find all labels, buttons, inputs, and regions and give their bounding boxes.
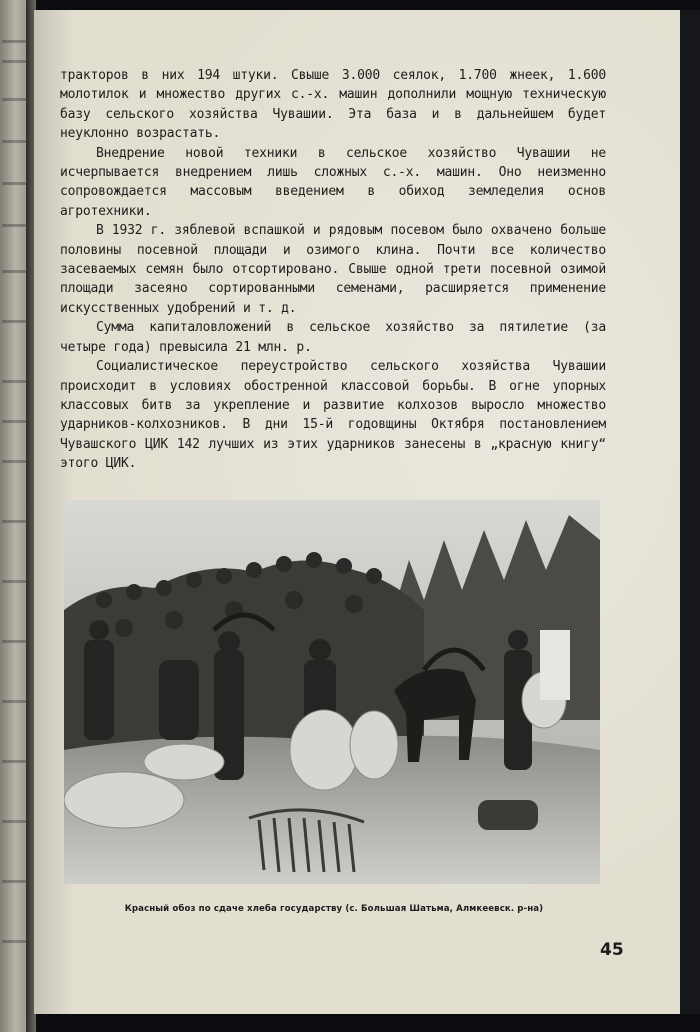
paragraph: Сумма капиталовложений в сельское хозяйство за пятилетие (за четыре года) превысила 21 млн. р. [60,320,606,355]
paragraph: Социалистическое переустройство сельского хозяйства Чувашии происходит в условиях обостренной классовой борьбы. В огне упорных классовых битв за укрепление и развитие колхозов выросло множество ударников-колхозников. В дни 15-й годовщины Октября постановлением Чувашского ЦИК 142 лучших из этих ударников занесены в „красную книгу“ этого ЦИК. [60,359,606,472]
photograph [64,500,600,884]
book-page [34,10,680,1014]
photo-caption: Красный обоз по сдаче хлеба государству (с. Большая Шатьма, Алмкеевск. р-на) [124,904,544,914]
body-text [60,66,606,474]
background-edge [680,10,700,1014]
page-number: 45 [600,940,624,960]
paragraph: тракторов в них 194 штуки. Свыше 3.000 сеялок, 1.700 жнеек, 1.600 молотилок и множество других с.-х. машин дополнили мощную техническую базу сельского хозяйства Чувашии. Эта база и в дальнейшем будет неуклонно возрастать. [60,68,606,142]
facing-page-edge [0,0,28,1032]
paragraph: В 1932 г. зяблевой вспашкой и рядовым посевом было охвачено больше половины посевной площади и озимого клина. Почти все количество засеваемых семян было отсортировано. Свыше одной трети посевной озимой площади засеяно сортированными семенами, расширяется применение искусственных удобрений и т. д. [60,223,606,316]
paragraph: Внедрение новой техники в сельское хозяйство Чувашии не исчерпывается внедрением лишь сложных с.-х. машин. Оно неизменно сопровождается массовым введением в обиход земледелия основ агротехники. [60,145,606,219]
